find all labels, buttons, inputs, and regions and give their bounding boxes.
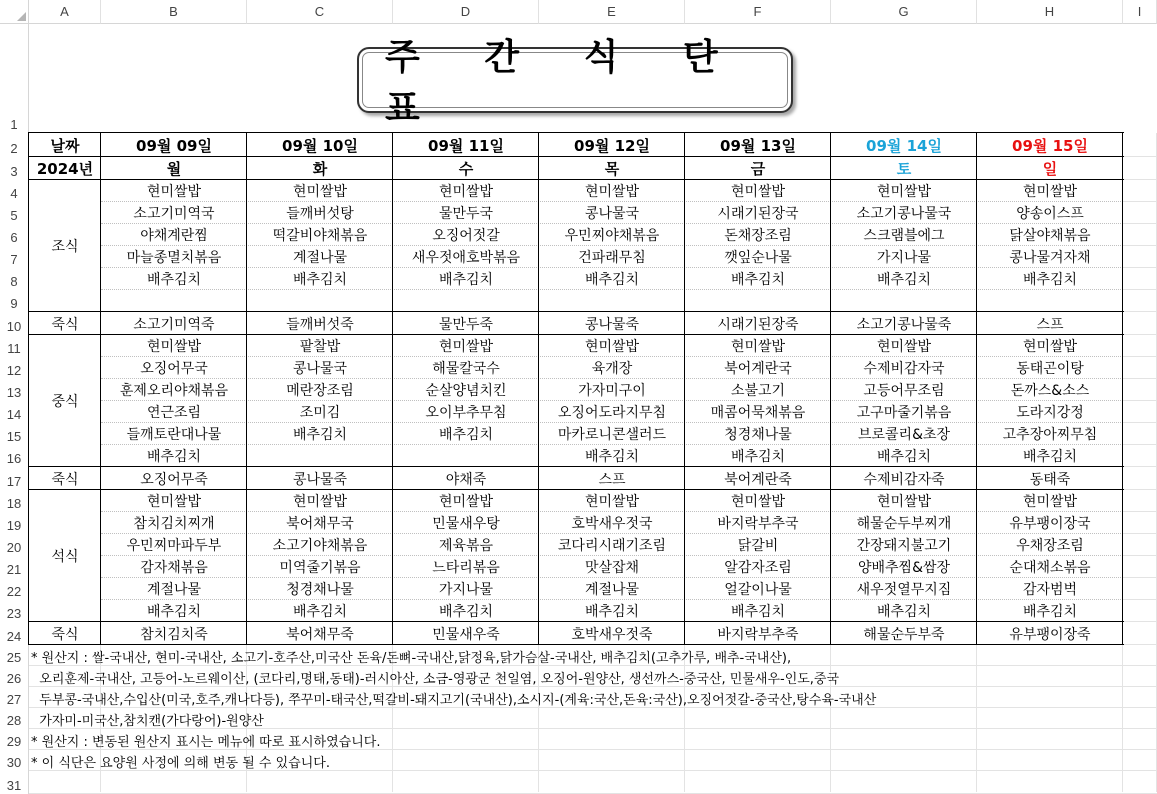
row-separator (101, 201, 1123, 202)
meal-label-porridge3[interactable]: 죽식 (51, 626, 79, 643)
menu-item[interactable]: 현미쌀밥 (1022, 494, 1078, 510)
menu-item[interactable]: 양송이스프 (1016, 206, 1084, 222)
row-separator (101, 533, 1123, 534)
menu-item[interactable]: 참치김치찌개 (133, 516, 215, 532)
menu-item[interactable]: 수제비감자국 (863, 361, 945, 377)
menu-item[interactable]: 바지락부추국 (717, 516, 799, 532)
menu-item[interactable]: 배추김치 (146, 604, 202, 620)
menu-item[interactable]: 계절나물 (292, 250, 348, 266)
porridge-item[interactable]: 스프 (1036, 316, 1064, 333)
menu-item[interactable]: 소고기야채볶음 (272, 538, 368, 554)
table-border (29, 489, 1124, 490)
menu-item[interactable] (393, 290, 539, 312)
menu-item[interactable]: 현미쌀밥 (292, 494, 348, 510)
row-separator (101, 223, 1123, 224)
menu-item[interactable]: 건파래무침 (578, 250, 646, 266)
row-separator (101, 444, 1123, 445)
menu-item[interactable]: 현미쌀밥 (876, 494, 932, 510)
menu-item[interactable]: 들깨버섯탕 (286, 206, 354, 222)
meal-label-dinner[interactable]: 석식 (51, 549, 79, 565)
menu-item[interactable]: 떡갈비야채볶음 (272, 228, 368, 244)
column-header-i[interactable]: I (1123, 0, 1157, 24)
row-header-10[interactable]: 10 (0, 312, 29, 335)
menu-item[interactable]: 현미쌀밥 (876, 339, 932, 355)
day-cell[interactable]: 일 (1042, 160, 1058, 178)
menu-item[interactable]: 감자채볶음 (140, 560, 208, 576)
menu-item[interactable]: 동태곤이탕 (1016, 361, 1084, 377)
origin-note: 두부콩-국내산,수입산(미국,호주,캐나다등), 쭈꾸미-태국산,떡갈비-돼지고기(국내산),소시지-(계육:국산,돈육:국산),오징어젓갈-중국산,탕수육-국내산 (31, 692, 877, 708)
menu-item[interactable]: 닭살야채볶음 (1009, 228, 1091, 244)
menu-item[interactable]: 배추김치 (584, 449, 640, 465)
row-header-17[interactable]: 17 (0, 467, 29, 490)
menu-item[interactable]: 미역줄기볶음 (279, 560, 361, 576)
row-header-15[interactable]: 15 (0, 423, 29, 445)
day-cell[interactable]: 화 (312, 160, 328, 178)
porridge-item[interactable]: 바지락부추죽 (717, 626, 799, 643)
menu-item[interactable]: 콩나물겨자채 (1009, 250, 1091, 266)
menu-item[interactable]: 현미쌀밥 (584, 339, 640, 355)
table-border (246, 132, 247, 645)
menu-item[interactable]: 마카로니콘샐러드 (557, 427, 667, 443)
menu-item[interactable]: 우채장조림 (1016, 538, 1084, 554)
date-cell[interactable]: 09월 15일 (1012, 136, 1088, 155)
menu-item[interactable]: 육개장 (591, 361, 633, 377)
row-header-8[interactable]: 8 (0, 268, 29, 290)
porridge-item[interactable]: 소고기미역죽 (133, 316, 215, 333)
menu-item[interactable]: 소고기콩나물국 (856, 206, 952, 222)
menu-item[interactable]: 새우젓애호박볶음 (411, 250, 521, 266)
row-separator (101, 378, 1123, 379)
row-header-29[interactable]: 29 (0, 729, 29, 750)
menu-item[interactable] (685, 290, 831, 312)
menu-item[interactable]: 가지나물 (876, 250, 932, 266)
column-header-h[interactable]: H (977, 0, 1123, 24)
menu-item[interactable] (977, 290, 1123, 312)
menu-item[interactable]: 배추김치 (438, 272, 494, 288)
menu-item[interactable]: 배추김치 (1022, 604, 1078, 620)
menu-item[interactable]: 소불고기 (730, 383, 786, 399)
origin-note: * 이 식단은 요양원 사정에 의해 변동 될 수 있습니다. (31, 755, 330, 771)
menu-item[interactable]: 팥찰밥 (299, 339, 341, 355)
row-header-6[interactable]: 6 (0, 224, 29, 246)
row-header-5[interactable]: 5 (0, 202, 29, 224)
meal-label-breakfast[interactable]: 조식 (51, 239, 79, 255)
menu-item[interactable]: 얼갈이나물 (724, 582, 792, 598)
menu-item[interactable]: 현미쌀밥 (584, 184, 640, 200)
menu-item[interactable] (101, 290, 247, 312)
menu-item[interactable]: 코다리시래기조림 (557, 538, 667, 554)
row-separator (101, 267, 1123, 268)
menu-item[interactable]: 간장돼지불고기 (856, 538, 952, 554)
row-separator (101, 511, 1123, 512)
row-header-7[interactable]: 7 (0, 246, 29, 268)
menu-item[interactable]: 오징어도라지무침 (557, 405, 667, 421)
table-border (29, 334, 1124, 335)
porridge-item[interactable]: 들깨버섯죽 (286, 316, 354, 333)
menu-item[interactable]: 배추김치 (730, 449, 786, 465)
porridge-item[interactable]: 스프 (598, 471, 626, 488)
menu-item[interactable]: 오이부추무침 (425, 405, 507, 421)
menu-item[interactable]: 돈채장조림 (724, 228, 792, 244)
table-border (1122, 132, 1123, 645)
menu-item[interactable]: 계절나물 (584, 582, 640, 598)
column-header-a[interactable]: A (29, 0, 101, 24)
menu-item[interactable]: 현미쌀밥 (876, 184, 932, 200)
origin-note: 오리훈제-국내산, 고등어-노르웨이산, (코다리,명태,동태)-러시아산, 소금-영광군 천일염, 오징어-원양산, 생선까스-중국산, 민물새우-인도,중국 (31, 671, 840, 687)
date-cell[interactable]: 09월 14일 (866, 136, 942, 155)
menu-item[interactable] (539, 290, 685, 312)
row-separator (101, 577, 1123, 578)
menu-item[interactable]: 현미쌀밥 (146, 184, 202, 200)
row-header-21[interactable]: 21 (0, 556, 29, 578)
menu-item[interactable]: 깻잎순나물 (724, 250, 792, 266)
menu-item[interactable]: 계절나물 (146, 582, 202, 598)
origin-note: * 원산지 : 변동된 원산지 표시는 메뉴에 따로 표시하였습니다. (31, 734, 381, 750)
row-header-9[interactable]: 9 (0, 290, 29, 312)
day-cell[interactable]: 수 (458, 160, 474, 178)
row-separator (101, 422, 1123, 423)
menu-item[interactable]: 북어채무국 (286, 516, 354, 532)
porridge-item[interactable]: 콩나물죽 (292, 471, 348, 488)
menu-item[interactable]: 훈제오리야채볶음 (119, 383, 229, 399)
row-separator (101, 245, 1123, 246)
menu-item[interactable]: 새우젓열무지짐 (856, 582, 952, 598)
date-cell[interactable]: 09월 09일 (136, 136, 212, 155)
porridge-item[interactable]: 수제비감자죽 (863, 471, 945, 488)
table-border (29, 179, 1124, 180)
porridge-item[interactable]: 물만두죽 (438, 316, 494, 333)
title-banner (357, 37, 793, 129)
row-header-25[interactable]: 25 (0, 645, 29, 666)
menu-item[interactable]: 마늘종멸치볶음 (126, 250, 222, 266)
table-border (29, 311, 1124, 312)
row-header-19[interactable]: 19 (0, 512, 29, 534)
row-header-3[interactable]: 3 (0, 157, 29, 180)
menu-item[interactable]: 순대채소볶음 (1009, 560, 1091, 576)
porridge-item[interactable]: 북어채무죽 (286, 626, 354, 643)
row-header-26[interactable]: 26 (0, 666, 29, 687)
row-header-1[interactable]: 1 (0, 24, 29, 133)
menu-item[interactable]: 콩나물국 (292, 361, 348, 377)
menu-item[interactable]: 현미쌀밥 (730, 494, 786, 510)
menu-item[interactable]: 배추김치 (292, 427, 348, 443)
table-border (684, 132, 685, 645)
column-header-c[interactable]: C (247, 0, 393, 24)
menu-item[interactable]: 알감자조림 (724, 560, 792, 576)
porridge-item[interactable]: 해물순두부죽 (863, 626, 945, 643)
menu-item[interactable]: 해물칼국수 (432, 361, 500, 377)
menu-item[interactable]: 배추김치 (146, 272, 202, 288)
row-header-24[interactable]: 24 (0, 622, 29, 645)
menu-item[interactable]: 배추김치 (584, 604, 640, 620)
row-separator (101, 289, 1123, 290)
menu-item[interactable]: 배추김치 (438, 604, 494, 620)
menu-item[interactable]: 들깨토란대나물 (126, 427, 222, 443)
porridge-item[interactable]: 호박새우젓죽 (571, 626, 653, 643)
menu-item[interactable]: 오징어무국 (140, 361, 208, 377)
menu-item[interactable]: 브로콜리&초장 (857, 427, 951, 443)
menu-item[interactable]: 양배추찜&쌈장 (857, 560, 951, 576)
menu-item[interactable]: 현미쌀밥 (1022, 184, 1078, 200)
table-border (976, 132, 977, 645)
menu-item[interactable]: 고추장아찌무침 (1002, 427, 1098, 443)
meal-label-lunch[interactable]: 중식 (51, 394, 79, 410)
day-cell[interactable]: 토 (896, 160, 912, 178)
menu-item[interactable]: 도라지강정 (1016, 405, 1084, 421)
menu-item[interactable]: 우민찌야채볶음 (564, 228, 660, 244)
row-header-22[interactable]: 22 (0, 578, 29, 600)
menu-item[interactable]: 오징어젓갈 (432, 228, 500, 244)
porridge-item[interactable]: 북어계란죽 (724, 471, 792, 488)
meal-label-porridge1[interactable]: 죽식 (51, 316, 79, 333)
table-border (830, 132, 831, 645)
menu-item[interactable]: 호박새우젓국 (571, 516, 653, 532)
menu-item[interactable]: 현미쌀밥 (584, 494, 640, 510)
menu-item[interactable] (247, 445, 393, 467)
date-cell[interactable]: 09월 13일 (720, 136, 796, 155)
column-header-f[interactable]: F (685, 0, 831, 24)
row-header-12[interactable]: 12 (0, 357, 29, 379)
row-header-23[interactable]: 23 (0, 600, 29, 622)
table-border (29, 466, 1124, 467)
year-label[interactable]: 2024년 (36, 160, 94, 178)
menu-item[interactable]: 배추김치 (292, 272, 348, 288)
menu-item[interactable]: 현미쌀밥 (730, 339, 786, 355)
menu-item[interactable]: 고등어무조림 (863, 383, 945, 399)
menu-item[interactable]: 현미쌀밥 (730, 184, 786, 200)
menu-item[interactable]: 가자미구이 (578, 383, 646, 399)
date-cell[interactable]: 09월 10일 (282, 136, 358, 155)
origin-note: 가자미-미국산,참치캔(가다랑어)-원양산 (31, 713, 264, 729)
menu-item[interactable]: 콩나물국 (584, 206, 640, 222)
porridge-item[interactable]: 시래기된장죽 (717, 316, 799, 333)
row-separator (101, 599, 1123, 600)
menu-item[interactable]: 연근조림 (146, 405, 202, 421)
row-header-11[interactable]: 11 (0, 335, 29, 357)
column-header-e[interactable]: E (539, 0, 685, 24)
date-cell[interactable]: 09월 11일 (428, 136, 504, 155)
porridge-item[interactable]: 야채죽 (445, 471, 487, 488)
day-cell[interactable]: 금 (750, 160, 766, 178)
row-header-4[interactable]: 4 (0, 180, 29, 202)
date-label[interactable]: 날짜 (50, 136, 80, 155)
origin-note: * 원산지 : 쌀-국내산, 현미-국내산, 소고기-호주산,미국산 돈육/돈뼈-국내산,닭정육,닭가슴살-국내산, 배추김치(고추가루, 배추-국내산), (31, 650, 792, 666)
porridge-item[interactable]: 소고기콩나물죽 (856, 316, 952, 333)
menu-item[interactable]: 현미쌀밥 (438, 339, 494, 355)
date-cell[interactable]: 09월 12일 (574, 136, 650, 155)
day-cell[interactable]: 목 (604, 160, 620, 178)
column-header-d[interactable]: D (393, 0, 539, 24)
porridge-item[interactable]: 참치김치죽 (140, 626, 208, 643)
menu-item[interactable]: 북어계란국 (724, 361, 792, 377)
menu-item[interactable]: 스크램블에그 (863, 228, 945, 244)
column-header-g[interactable]: G (831, 0, 977, 24)
menu-item[interactable]: 순살양념치킨 (425, 383, 507, 399)
menu-item[interactable]: 해물순두부찌개 (856, 516, 952, 532)
menu-item[interactable]: 메란장조림 (286, 383, 354, 399)
table-border (392, 132, 393, 645)
menu-item[interactable]: 우민찌마파두부 (126, 538, 222, 554)
menu-item[interactable]: 시래기된장국 (717, 206, 799, 222)
porridge-item[interactable]: 동태죽 (1029, 471, 1071, 488)
menu-item[interactable]: 청경채나물 (724, 427, 792, 443)
menu-item[interactable]: 배추김치 (292, 604, 348, 620)
porridge-item[interactable]: 오징어무죽 (140, 471, 208, 488)
menu-item[interactable]: 현미쌀밥 (438, 494, 494, 510)
menu-item[interactable]: 돈까스&소스 (1010, 383, 1090, 399)
table-border (28, 132, 29, 645)
menu-item[interactable]: 느타리볶음 (432, 560, 500, 576)
menu-item[interactable]: 배추김치 (876, 449, 932, 465)
menu-item[interactable]: 배추김치 (730, 272, 786, 288)
menu-item[interactable]: 제육볶음 (438, 538, 494, 554)
menu-item[interactable]: 소고기미역국 (133, 206, 215, 222)
porridge-item[interactable]: 콩나물죽 (584, 316, 640, 333)
menu-item[interactable]: 유부팽이장국 (1009, 516, 1091, 532)
column-header-b[interactable]: B (101, 0, 247, 24)
menu-item[interactable]: 가지나물 (438, 582, 494, 598)
row-header-20[interactable]: 20 (0, 534, 29, 556)
menu-item[interactable]: 배추김치 (1022, 449, 1078, 465)
menu-item[interactable]: 닭갈비 (737, 538, 779, 554)
porridge-item[interactable]: 유부팽이장죽 (1009, 626, 1091, 643)
day-cell[interactable]: 월 (166, 160, 182, 178)
menu-item[interactable]: 야채계란찜 (140, 228, 208, 244)
menu-item[interactable]: 물만두국 (438, 206, 494, 222)
menu-item[interactable] (831, 290, 977, 312)
select-all-corner[interactable] (0, 0, 29, 24)
row-separator (101, 400, 1123, 401)
row-header-31[interactable]: 31 (0, 771, 29, 794)
menu-item[interactable] (393, 445, 539, 467)
menu-item[interactable]: 현미쌀밥 (146, 339, 202, 355)
menu-item[interactable]: 매콤어묵채볶음 (710, 405, 806, 421)
table-border (100, 132, 101, 645)
page-title: 주 간 식 단 표 (385, 37, 744, 129)
table-border (29, 621, 1124, 622)
menu-item[interactable]: 배추김치 (876, 272, 932, 288)
menu-item[interactable]: 배추김치 (438, 427, 494, 443)
menu-item[interactable]: 현미쌀밥 (146, 494, 202, 510)
menu-item[interactable]: 배추김치 (730, 604, 786, 620)
menu-item[interactable]: 맛살잡채 (584, 560, 640, 576)
menu-item[interactable]: 청경채나물 (286, 582, 354, 598)
menu-item[interactable]: 배추김치 (146, 449, 202, 465)
row-separator (101, 555, 1123, 556)
menu-item[interactable]: 고구마줄기볶음 (856, 405, 952, 421)
menu-item[interactable]: 배추김치 (876, 604, 932, 620)
row-header-27[interactable]: 27 (0, 687, 29, 708)
menu-item[interactable]: 현미쌀밥 (1022, 339, 1078, 355)
row-header-16[interactable]: 16 (0, 445, 29, 467)
menu-item[interactable]: 감자범벅 (1022, 582, 1078, 598)
menu-item[interactable]: 배추김치 (584, 272, 640, 288)
table-border (29, 132, 1124, 133)
table-border (29, 156, 1124, 157)
menu-item[interactable]: 조미김 (299, 405, 341, 421)
row-header-18[interactable]: 18 (0, 490, 29, 512)
row-header-2[interactable]: 2 (0, 133, 29, 157)
meal-label-porridge2[interactable]: 죽식 (51, 471, 79, 488)
table-border (29, 644, 1124, 645)
menu-item[interactable]: 배추김치 (1022, 272, 1078, 288)
menu-item[interactable]: 민물새우탕 (432, 516, 500, 532)
row-header-28[interactable]: 28 (0, 708, 29, 729)
porridge-item[interactable]: 민물새우죽 (432, 626, 500, 643)
menu-item[interactable]: 현미쌀밥 (438, 184, 494, 200)
row-separator (101, 356, 1123, 357)
row-header-30[interactable]: 30 (0, 750, 29, 771)
row-header-14[interactable]: 14 (0, 401, 29, 423)
menu-item[interactable] (247, 290, 393, 312)
row-header-13[interactable]: 13 (0, 379, 29, 401)
menu-item[interactable]: 현미쌀밥 (292, 184, 348, 200)
table-border (538, 132, 539, 645)
